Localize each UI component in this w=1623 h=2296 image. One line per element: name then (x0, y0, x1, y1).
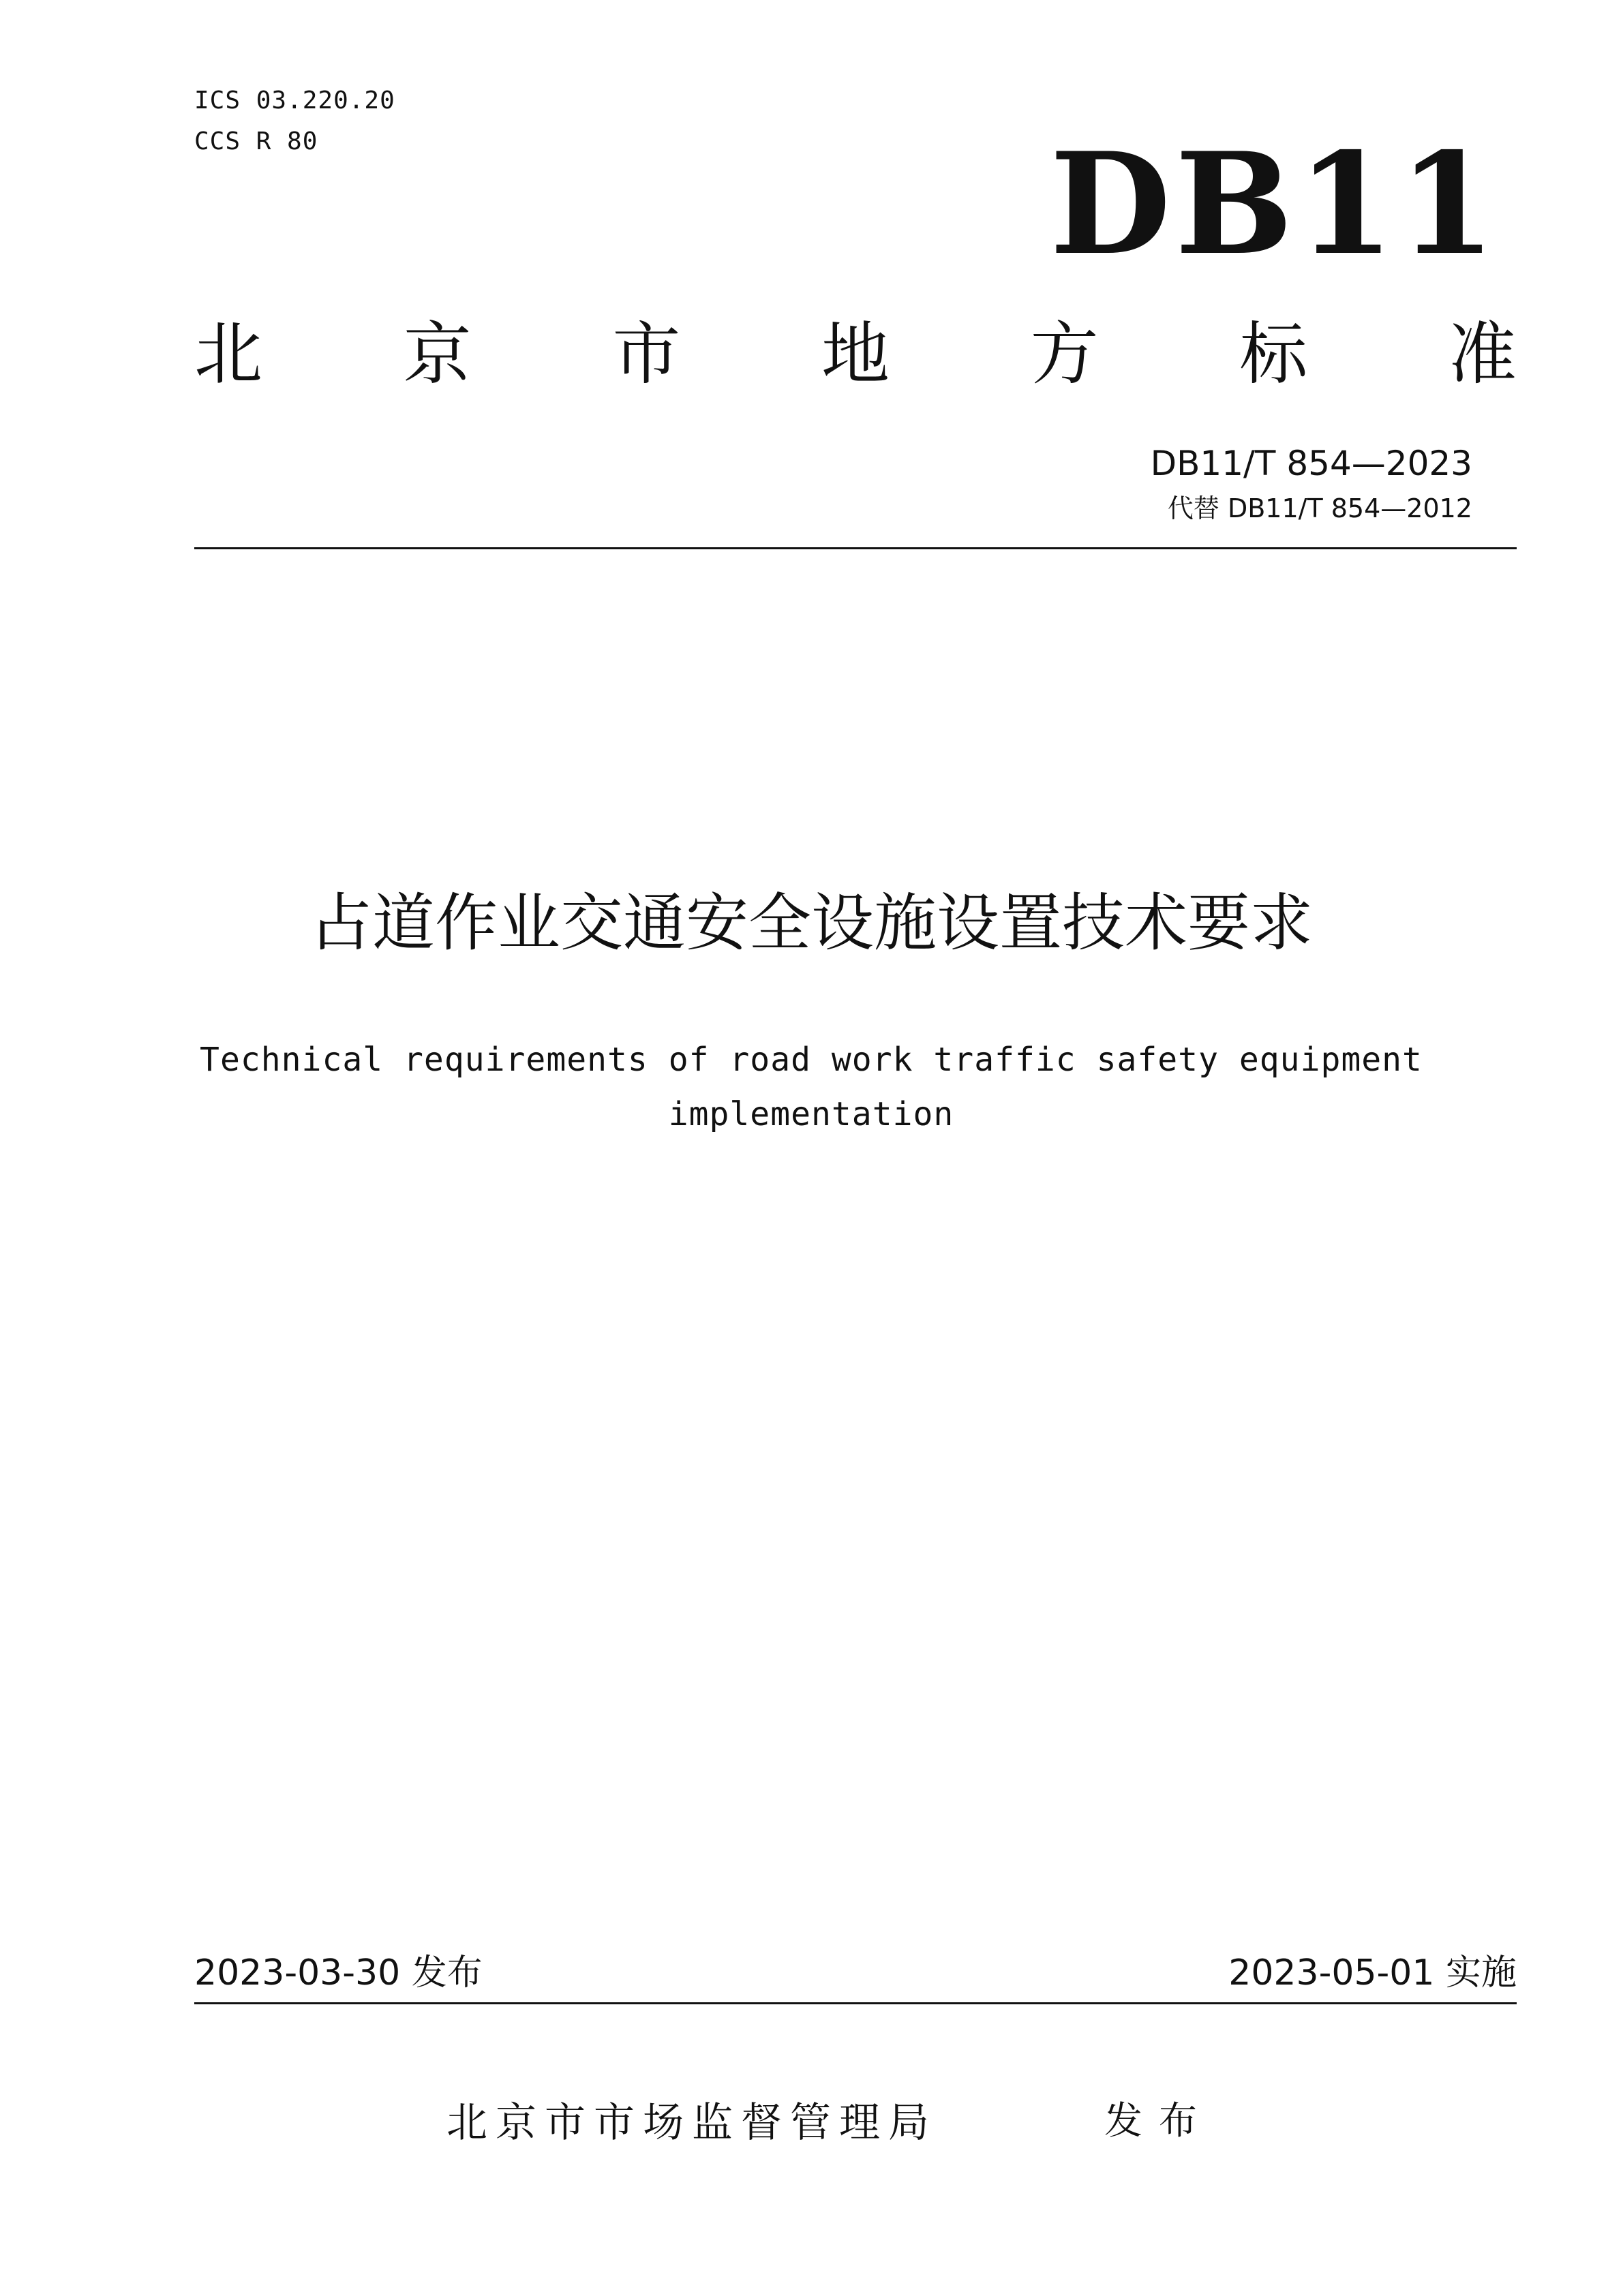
title-english-line: Technical requirements of road work traffic safety equipment (200, 1041, 1423, 1079)
issuing-authority: 北京市市场监督管理局 (446, 2099, 937, 2147)
effective-date: 2023-05-01 实施 (1228, 1953, 1517, 1993)
ics-code: ICS 03.220.20 (194, 87, 395, 114)
standard-number: DB11/T 854—2023 (1150, 444, 1472, 483)
standard-type-char: 地 (821, 314, 890, 394)
standard-type-char: 标 (1239, 314, 1308, 394)
publish-date: 2023-03-30 发布 (194, 1953, 483, 1993)
issue-label: 发布 (1104, 2099, 1213, 2143)
footer-divider (194, 2002, 1517, 2004)
standard-type-char: 市 (612, 314, 681, 394)
standard-type-heading (194, 307, 1517, 402)
title-english (136, 1032, 1486, 1142)
classification-block (194, 80, 395, 162)
replaces-standard: 代替 DB11/T 854—2012 (1167, 493, 1472, 523)
standard-type-char: 方 (1030, 314, 1099, 394)
db11-logo: DB11 (1050, 123, 1500, 286)
header-divider (194, 547, 1517, 549)
title-english-line: implementation (668, 1095, 954, 1133)
ccs-code: CCS R 80 (194, 127, 318, 155)
standard-type-char: 准 (1448, 314, 1517, 394)
title-chinese: 占道作业交通安全设施设置技术要求 (309, 887, 1313, 960)
standard-type-char: 京 (403, 314, 472, 394)
standard-type-char: 北 (194, 314, 262, 394)
